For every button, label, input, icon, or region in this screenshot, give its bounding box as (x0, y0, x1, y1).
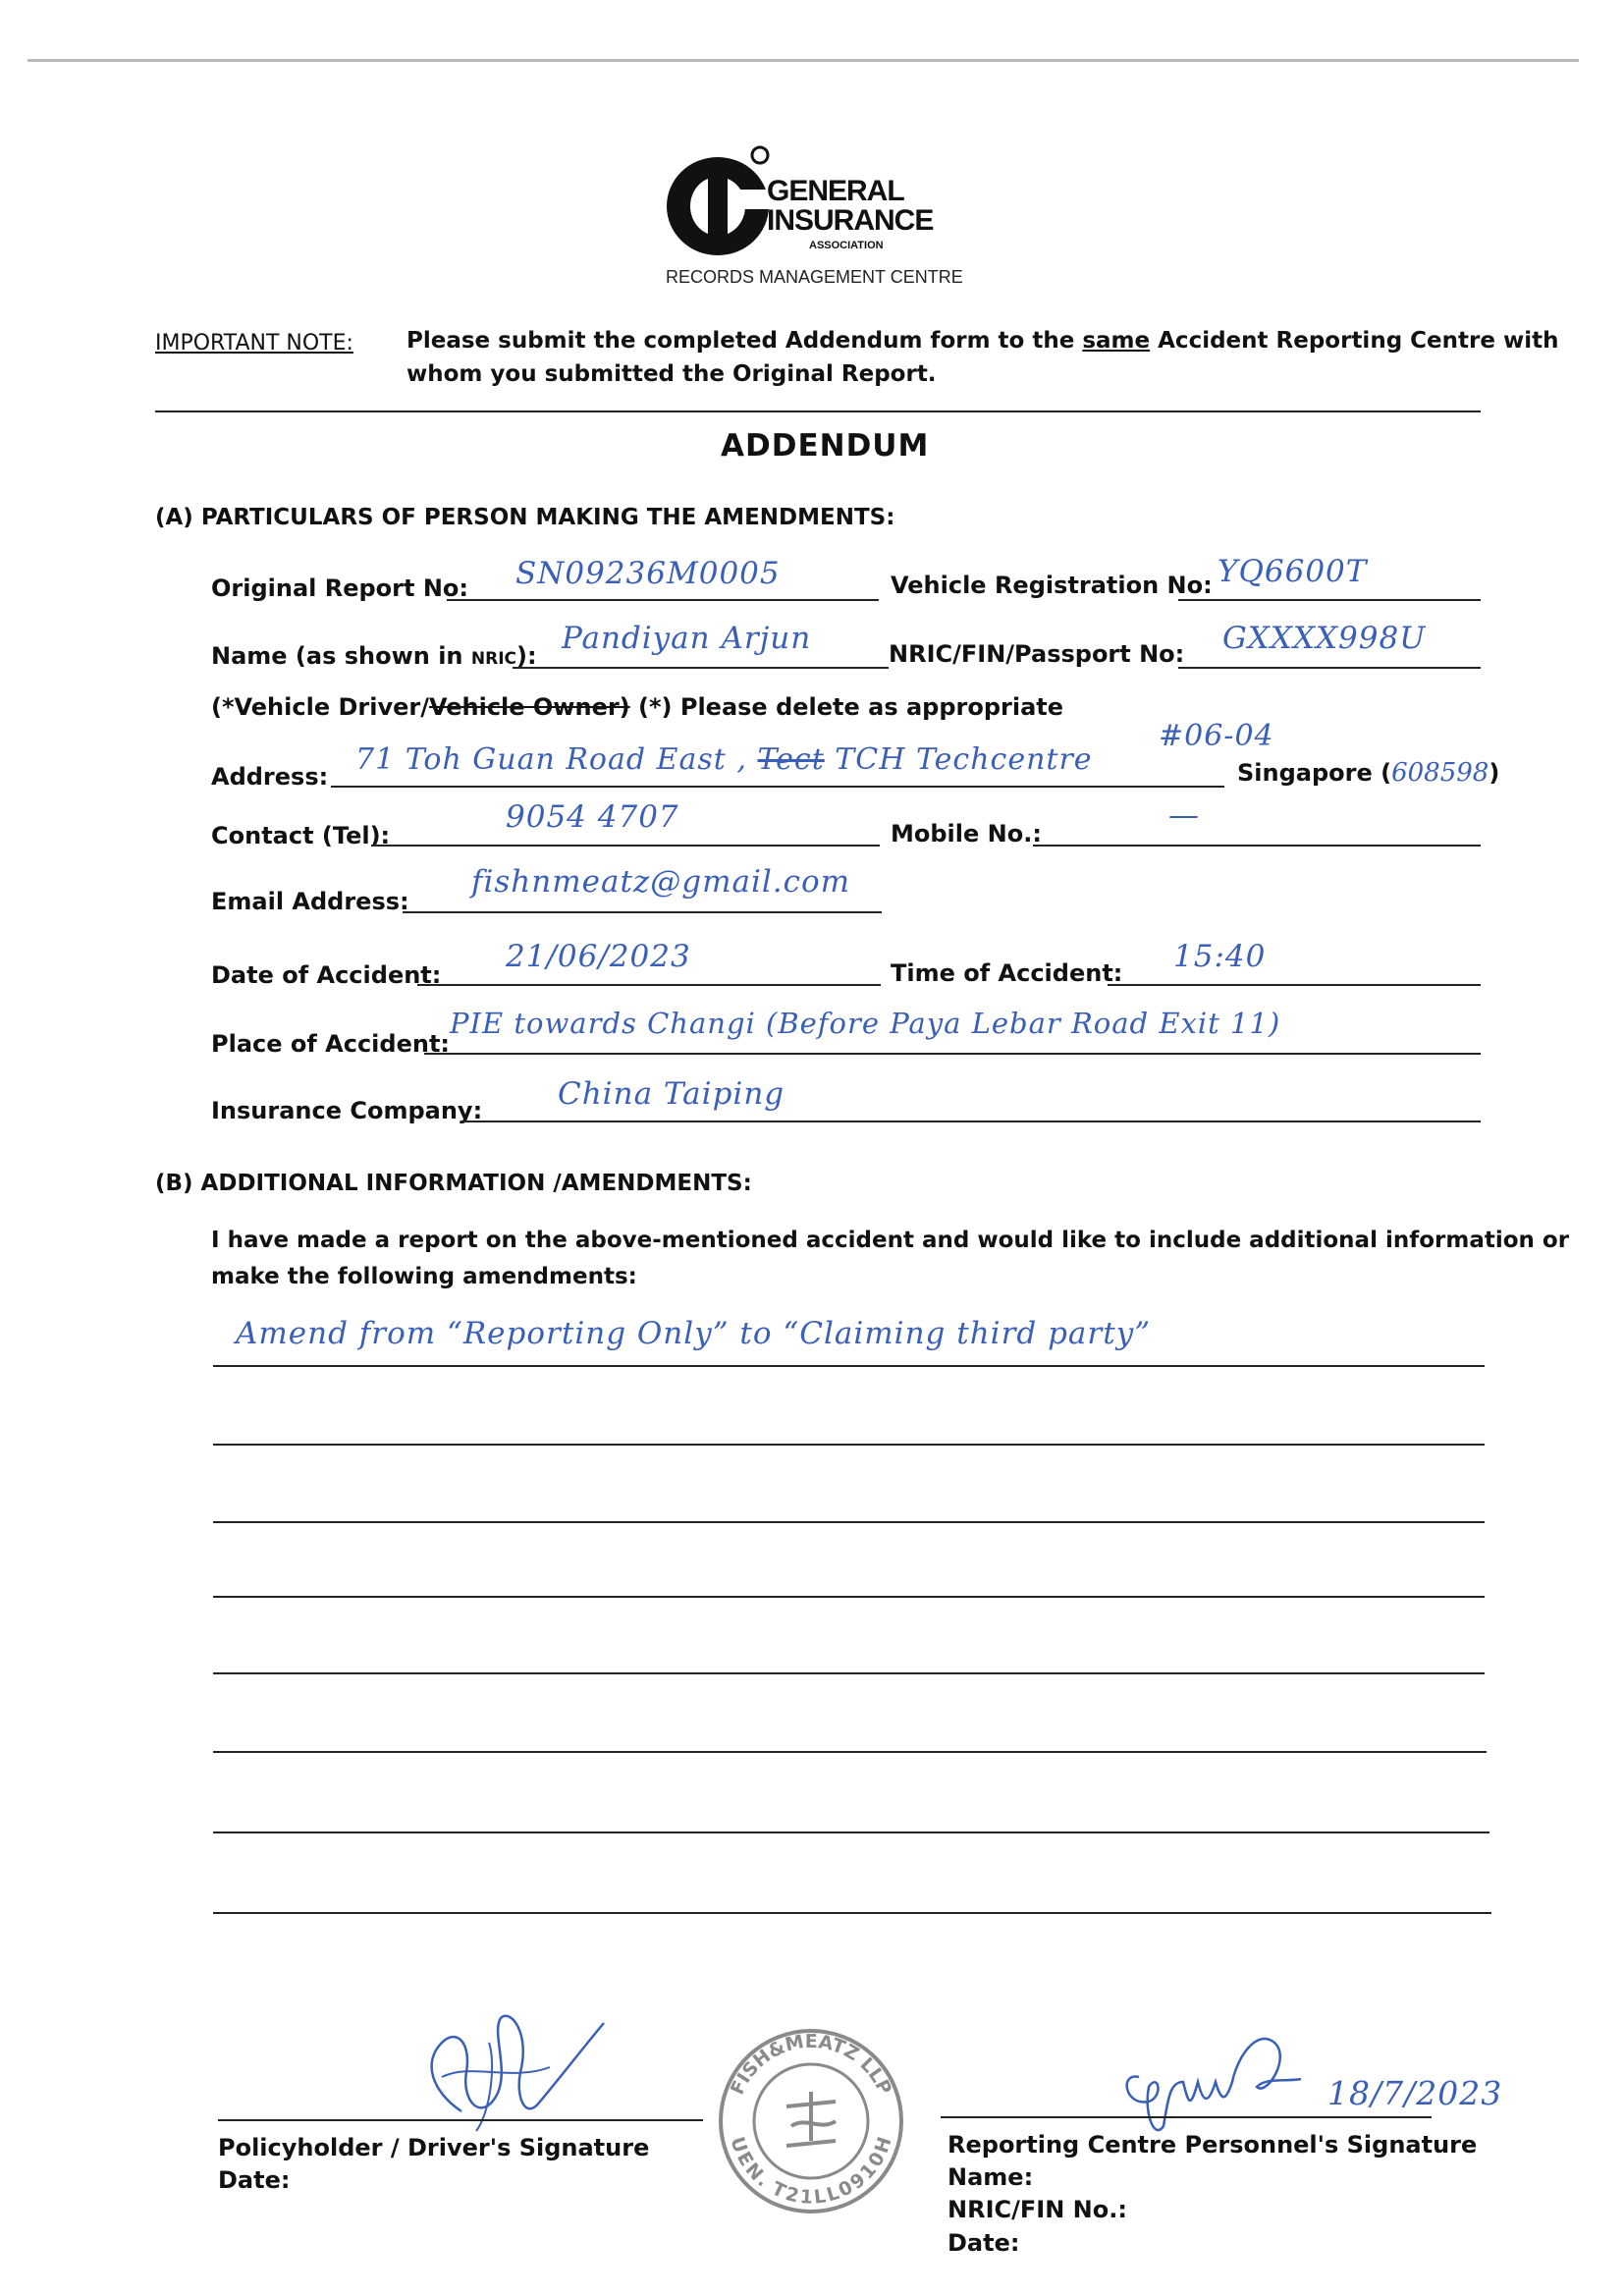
note-text-after: Accident Reporting Centre with (1150, 328, 1559, 354)
amendment-text: Amend from “Reporting Only” to “Claiming third party” (236, 1316, 1152, 1351)
important-note-text (406, 328, 1558, 354)
place-accident-label: Place of Accident: (211, 1030, 451, 1058)
name-label-end: ): (516, 642, 537, 670)
name-label (211, 642, 537, 670)
note-text-underlined: same (1082, 328, 1151, 354)
driver-owner-row (211, 693, 1063, 721)
nric-line (1178, 667, 1481, 669)
stamp-top-text: FISH&MEATZ LLP (726, 2030, 896, 2099)
singapore-close: ) (1489, 759, 1500, 787)
place-accident-line (424, 1053, 1481, 1055)
driver-prefix: (*Vehicle Driver/ (211, 693, 429, 721)
contact-value: 9054 4707 (506, 799, 679, 835)
company-stamp (713, 2023, 909, 2219)
address-label: Address: (211, 763, 329, 791)
important-note-label: IMPORTANT NOTE: (155, 331, 353, 355)
reporting-name-label: Name: (947, 2163, 1034, 2191)
nric-value: GXXXX998U (1222, 621, 1427, 656)
logo-line2: INSURANCE (767, 204, 934, 237)
important-note-text-line2: whom you submitted the Original Report. (406, 361, 937, 387)
name-label-main: Name (as shown in (211, 642, 471, 670)
section-b-statement-line1: I have made a report on the above-mentioned accident and would like to include additional information or (211, 1228, 1570, 1253)
reporting-date-label: Date: (947, 2229, 1020, 2257)
note-divider (155, 410, 1481, 412)
reporting-signature-label: Reporting Centre Personnel's Signature (947, 2131, 1478, 2159)
vehicle-reg-label: Vehicle Registration No: (891, 572, 1213, 599)
address-struck: Tect (757, 742, 825, 777)
date-accident-label: Date of Accident: (211, 961, 442, 989)
logo-line1: GENERAL (767, 175, 904, 207)
policyholder-date-label: Date: (218, 2166, 291, 2194)
driver-struck: Vehicle Owner) (428, 693, 630, 721)
amendment-line-5 (213, 1672, 1485, 1674)
address-value-part2: TCH Techcentre (824, 742, 1093, 777)
original-report-line (447, 599, 879, 601)
logo-line3: ASSOCIATION (809, 240, 884, 251)
contact-label: Contact (Tel): (211, 822, 391, 849)
policyholder-signature (403, 2003, 619, 2151)
original-report-label: Original Report No: (211, 574, 468, 602)
mobile-value: — (1168, 797, 1200, 833)
policyholder-signature-label: Policyholder / Driver's Signature (218, 2134, 650, 2161)
vehicle-reg-line (1178, 599, 1481, 601)
name-line (513, 667, 889, 669)
original-report-value: SN09236M0005 (515, 556, 781, 591)
reporting-signature-line (941, 2116, 1432, 2118)
postal-value: 608598 (1391, 758, 1489, 788)
date-accident-value: 21/06/2023 (506, 939, 691, 974)
amendment-line-6 (213, 1751, 1487, 1753)
name-label-small: NRIC (470, 649, 516, 669)
insurance-company-line (461, 1121, 1481, 1122)
address-value (355, 742, 1093, 777)
amendment-line-3 (213, 1521, 1485, 1523)
section-a-heading: (A) PARTICULARS OF PERSON MAKING THE AMENDMENTS: (155, 505, 895, 530)
email-line (403, 911, 882, 913)
singapore-label (1237, 758, 1499, 788)
driver-suffix: (*) Please delete as appropriate (629, 693, 1064, 721)
contact-line (371, 845, 880, 847)
mobile-label: Mobile No.: (891, 820, 1042, 847)
svg-text:UEN. T21LL0910H (726, 2134, 895, 2208)
reporting-signature (1110, 2018, 1365, 2146)
amendment-line-1 (213, 1365, 1485, 1367)
reporting-date-value: 18/7/2023 (1327, 2074, 1503, 2112)
singapore-open: Singapore ( (1237, 759, 1392, 787)
place-accident-value: PIE towards Changi (Before Paya Lebar Road Exit 11) (450, 1007, 1281, 1040)
amendment-line-2 (213, 1444, 1485, 1446)
page-title: ADDENDUM (721, 428, 930, 464)
email-label: Email Address: (211, 888, 409, 915)
insurance-company-label: Insurance Company: (211, 1097, 483, 1124)
time-accident-label: Time of Accident: (891, 959, 1123, 987)
time-accident-line (1108, 984, 1481, 986)
address-value-part1: 71 Toh Guan Road East , (355, 742, 758, 777)
note-text-before: Please submit the completed Addendum form to the (406, 328, 1083, 354)
mobile-line (1033, 845, 1481, 847)
vehicle-reg-value: YQ6600T (1218, 554, 1368, 589)
section-b-statement-line2: make the following amendments: (211, 1264, 637, 1289)
policyholder-signature-line (218, 2119, 703, 2121)
section-b-heading: (B) ADDITIONAL INFORMATION /AMENDMENTS: (155, 1171, 752, 1196)
date-accident-line (417, 984, 881, 986)
address-line (331, 786, 1224, 788)
nric-label: NRIC/FIN/Passport No: (889, 640, 1185, 668)
name-value: Pandiyan Arjun (562, 621, 812, 656)
email-value: fishnmeatz@gmail.com (471, 864, 851, 900)
amendment-line-4 (213, 1596, 1485, 1598)
amendment-line-8 (213, 1912, 1491, 1914)
address-unit: #06-04 (1159, 719, 1274, 753)
scan-edge-line (27, 59, 1579, 62)
logo-subtitle: RECORDS MANAGEMENT CENTRE (666, 267, 963, 287)
insurance-company-value: China Taiping (558, 1076, 785, 1112)
stamp-bottom-text: UEN. T21LL0910H (726, 2134, 896, 2209)
amendment-line-7 (213, 1831, 1489, 1833)
time-accident-value: 15:40 (1173, 939, 1267, 974)
reporting-nric-label: NRIC/FIN No.: (947, 2196, 1127, 2223)
